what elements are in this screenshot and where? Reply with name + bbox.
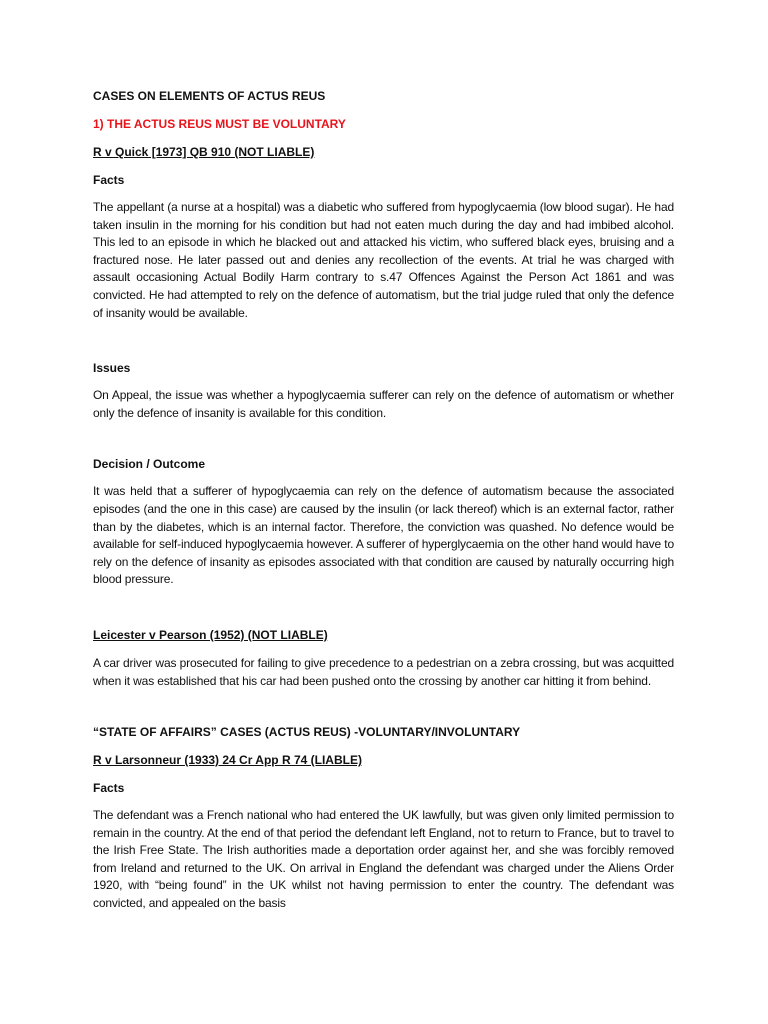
larsonneur-facts-paragraph: The defendant was a French national who had entered the UK lawfully, but was given only limited permission to remain in the country. At the end of that period the defendant left England, not to return to France, but to travel to the Irish Free State. The Irish authorities made a deportation order against her, and she was forcibly removed from Ireland and returned to the UK. On arrival in England the defendant was charged under the Aliens Order 1920, with “being found” in the UK whilst not having permission to enter the country. The defendant was convicted, and appealed on the basis [93,808,674,911]
issues-paragraph: On Appeal, the issue was whether a hypoglycaemia sufferer can rely on the defence of automatism or whether only the defence of insanity is available for this condition. [93,388,674,420]
issues-label: Issues [93,361,131,376]
facts-label: Facts [93,781,125,796]
case-title-larsonneur: R v Larsonneur (1933) 24 Cr App R 74 (LIABLE) [93,753,362,768]
case-title-leicester: Leicester v Pearson (1952) (NOT LIABLE) [93,627,328,642]
decision-paragraph: It was held that a sufferer of hypoglycaemia can rely on the defence of automatism because the associated episodes (and the one in this case) are caused by the insulin (or lack thereof) which is an external factor, rather than by the diabetes, which is an internal factor. Therefore, the conviction was quashed. No defence would be available for self-induced hypoglycaemia however. A sufferer of hyperglycaemia on the other hand would have to rely on the defence of insanity as episodes associated with that condition are caused by naturally occurring high blood pressure. [93,484,674,587]
section-heading-voluntary: 1) THE ACTUS REUS MUST BE VOLUNTARY [93,117,346,131]
decision-label: Decision / Outcome [93,457,206,472]
document-page [93,88,674,925]
case-title-quick: R v Quick [1973] QB 910 (NOT LIABLE) [93,145,315,159]
section-heading-state-of-affairs: “STATE OF AFFAIRS” CASES (ACTUS REUS) -VOLUNTARY/INVOLUNTARY [93,725,521,740]
facts-label: Facts [93,173,125,187]
spacer [93,702,674,724]
spacer [93,601,674,627]
leicester-paragraph: A car driver was prosecuted for failing to give precedence to a pedestrian on a zebra crossing, but was acquitted when it was established that his car had been pushed onto the crossing by another car hitting it from behind. [93,655,674,688]
spacer [93,434,674,456]
document-heading: CASES ON ELEMENTS OF ACTUS REUS [93,89,326,103]
facts-paragraph: The appellant (a nurse at a hospital) was a diabetic who suffered from hypoglycaemia (low blood sugar). He had taken insulin in the morning for his condition but had not eaten much during the day and had imbibed alcohol. This led to an episode in which he blacked out and attacked his victim, who suffered black eyes, bruising and a fractured nose. He later passed out and denies any recollection of the events. At trial he was charged with assault occasioning Actual Bodily Harm contrary to s.47 Offences Against the Person Act 1861 and was convicted. He had attempted to rely on the defence of automatism, but the trial judge ruled that only the defence of insanity would be available. [93,200,674,320]
spacer [93,334,674,360]
